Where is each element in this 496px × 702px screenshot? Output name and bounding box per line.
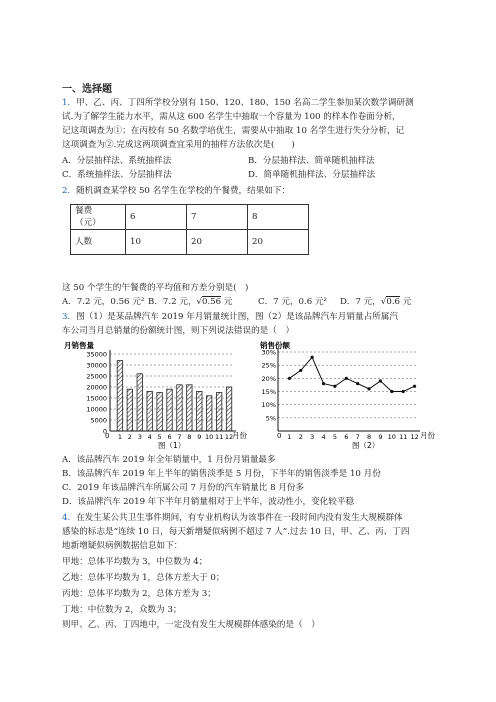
- chart2-point: [299, 369, 302, 372]
- chart2-point: [345, 377, 348, 380]
- chart1-xtick-label: 4: [147, 433, 152, 441]
- chart2-xtick-label: 11: [399, 433, 408, 441]
- chart1-ytick-label: 5000: [90, 416, 107, 425]
- chart1-xtick-label: 6: [167, 433, 172, 441]
- chart2-caption: 图（2）: [352, 441, 380, 450]
- chart2-point: [379, 379, 382, 382]
- q4-jia: 甲地：总体平均数为 3，中位数为 4；: [62, 557, 208, 567]
- q4-yi: 乙地：总体平均数为 1，总体方差大于 0；: [62, 573, 225, 583]
- q1-option-b[interactable]: B．分层抽样法、简单随机抽样法: [248, 156, 375, 166]
- q1-option-d[interactable]: D．简单随机抽样法、分层抽样法: [248, 170, 376, 180]
- q3-text: 图（1）是某品牌汽车 2019 年月销量统计图，图（2）是该品牌汽车月销量占所属汽: [76, 312, 398, 322]
- chart2-point: [356, 382, 359, 385]
- chart2-point: [322, 382, 325, 385]
- chart2-xtick-label: 6: [344, 433, 349, 441]
- q1-line4: 这项调查为②.完成这两项调查宜采用的抽样方法依次是( ): [62, 140, 295, 150]
- chart1-ylabel: 月销售量: [64, 341, 94, 350]
- chart2-point: [333, 385, 336, 388]
- section-title: 一、选择题: [62, 84, 112, 95]
- fee-cell: 8: [248, 205, 309, 230]
- q2-option-d-radicand: 0.6: [386, 297, 401, 307]
- chart2-xtick-label: 12: [410, 433, 419, 441]
- chart1-bar: [167, 389, 172, 431]
- chart1-caption: 图（1）: [158, 441, 186, 450]
- chart1-bar: [127, 389, 132, 431]
- fee-header-line2: （元）: [75, 218, 101, 228]
- chart1-bar: [177, 385, 182, 431]
- chart1-xtick-label: 10: [205, 433, 214, 441]
- q1-line2: 试.为了解学生能力水平，需从这 600 名学生中抽取一个容量为 100 的样本作卷面分析，: [62, 112, 401, 122]
- q3-line2: 车公司当月总销量的份额统计图，则下列说法错误的是（ ）: [62, 326, 295, 336]
- chart2-ytick-label: 5%: [265, 414, 276, 423]
- q4-line2: 感染的标志是“连续 10 日，每天新增疑似病例不超过 7 人”.过去 10 日，甲、乙、丙、丁四: [62, 527, 410, 537]
- chart2-xlabel: 月份: [420, 431, 435, 440]
- count-cell: 20: [248, 230, 309, 255]
- q2-option-a[interactable]: A．7.2 元，0.56 元²: [62, 297, 145, 307]
- q1-line1: [62, 97, 414, 109]
- q3-number: 3．: [62, 312, 77, 322]
- chart2-xtick-label: 9: [378, 433, 383, 441]
- chart2-point: [402, 390, 405, 393]
- chart1-xtick-label: 7: [177, 433, 182, 441]
- q3-line1: [62, 311, 398, 323]
- q2-number: 2．: [62, 186, 77, 196]
- chart2-xtick-label: 7: [355, 433, 360, 441]
- chart2-xtick-label: 8: [366, 433, 372, 441]
- fee-header-line1: 餐费: [75, 206, 93, 216]
- chart2-xtick-label: 2: [298, 433, 303, 441]
- chart2-origin-label: 0: [277, 432, 282, 440]
- q3-option-a[interactable]: A．该品牌汽车 2019 年全年销量中，1 月份月销量最多: [62, 455, 276, 465]
- sqrt-radicand: √0.56: [196, 297, 222, 307]
- q4-question: 则甲、乙、丙、丁四地中，一定没有发生大规模群体感染的是（ ）: [62, 620, 320, 630]
- q3-option-d[interactable]: D．该品牌汽车 2019 年下半年月销量相对于上半年，波动性小，变化较平稳: [62, 497, 355, 507]
- chart1-xlabel: 月份: [232, 431, 247, 440]
- q1-option-c[interactable]: C．系统抽样法、分层抽样法: [62, 170, 172, 180]
- q1-text: 甲、乙、丙、丁四所学校分别有 150、120、180、150 名高二学生参加某次数学调研测: [76, 98, 414, 108]
- count-header-cell: 人数: [71, 230, 126, 255]
- chart1-xtick-label: 11: [214, 433, 224, 441]
- sqrt-radicand: √0.6: [380, 297, 401, 307]
- sales-share-line-chart: [256, 338, 442, 450]
- chart1-xtick-label: 8: [187, 433, 192, 441]
- q1-option-a[interactable]: A．分层抽样法、系统抽样法: [62, 156, 172, 166]
- chart2-point: [390, 390, 393, 393]
- chart1-bar: [206, 396, 211, 431]
- q2-stem: [62, 185, 290, 197]
- chart2-ytick-label: 10%: [261, 401, 276, 410]
- chart2-ylabel: 销售份额: [260, 341, 290, 350]
- chart2-point: [311, 356, 314, 359]
- count-cell: 20: [187, 230, 248, 255]
- chart1-bar: [147, 391, 152, 431]
- chart1-ytick-label: 20000: [86, 383, 107, 392]
- q2-question: 这 50 个学生的午餐费的平均值和方差分别是( ): [62, 283, 249, 293]
- chart1-ytick-label: 0: [102, 427, 107, 436]
- q3-option-c[interactable]: C．2019 年该品牌汽车所属公司 7 月份的汽车销量比 8 月份多: [62, 483, 305, 493]
- chart1-xtick-label: 12: [224, 433, 234, 441]
- q2-option-b[interactable]: [148, 296, 232, 308]
- chart1-ytick-label: 30000: [86, 361, 107, 370]
- chart1-xtick-label: 2: [127, 433, 132, 441]
- chart1-ytick-label: 35000: [86, 350, 107, 359]
- chart1-bar: [187, 385, 192, 431]
- count-row: [71, 230, 309, 255]
- chart1-bar: [216, 393, 221, 432]
- chart2-point: [413, 385, 416, 388]
- q4-text: 在发生某公共卫生事件期间，有专业机构认为该事件在一段时间内没有发生大规模群体: [76, 513, 403, 523]
- chart1-ytick-label: 10000: [86, 405, 107, 414]
- chart2-ytick-label: 30%: [261, 348, 276, 357]
- q2-option-b-radicand: 0.56: [201, 297, 222, 307]
- q4-number: 4．: [62, 513, 77, 523]
- q2-option-d[interactable]: [340, 296, 411, 308]
- q2-option-d-text: D．7 元，: [340, 297, 381, 307]
- count-cell: 10: [126, 230, 187, 255]
- q2-stem-text: 随机调查某学校 50 名学生在学校的午餐费，结果如下：: [76, 186, 291, 196]
- q4-bing: 丙地：总体平均数为 2，总体方差为 3；: [62, 589, 216, 599]
- fee-cell: 7: [187, 205, 248, 230]
- chart1-origin-label: 0: [105, 432, 110, 440]
- chart2-point: [367, 387, 370, 390]
- q1-number: 1．: [62, 98, 77, 108]
- q2-option-b-text: B．7.2 元，: [148, 297, 197, 307]
- q4-line1: [62, 512, 403, 524]
- lunch-fee-table: [70, 204, 309, 255]
- q4-ding: 丁地：中位数为 2，众数为 3；: [62, 605, 182, 615]
- chart2-ytick-label: 25%: [261, 361, 276, 370]
- chart1-bar: [226, 387, 231, 431]
- q4-line3: 地新增疑似病例数据信息如下：: [62, 541, 183, 551]
- q2-option-d-unit: 元: [400, 297, 412, 307]
- chart1-ytick-label: 25000: [86, 372, 107, 381]
- chart1-bar: [197, 391, 202, 431]
- chart1-xtick-label: 5: [157, 433, 162, 441]
- chart2-xtick-label: 1: [287, 433, 292, 441]
- fee-header-cell: [71, 205, 126, 230]
- chart1-xtick-label: 1: [117, 433, 122, 441]
- chart2-xtick-label: 10: [387, 433, 396, 441]
- q1-line3: 记这项调查为①；在丙校有 50 名数学培优生，需要从中抽取 10 名学生进行失分分析，记: [62, 126, 405, 136]
- chart2-ytick-label: 20%: [261, 374, 276, 383]
- q2-option-c[interactable]: C．7 元，0.6 元²: [258, 297, 327, 307]
- monthly-sales-bar-chart: [62, 338, 252, 450]
- fee-row: [71, 205, 309, 230]
- chart1-xtick-label: 9: [197, 433, 202, 441]
- chart1-ytick-label: 15000: [86, 394, 107, 403]
- chart1-xtick-label: 3: [137, 433, 142, 441]
- q3-option-b[interactable]: B．该品牌汽车 2019 年上半年的销售淡季是 5 月份，下半年的销售淡季是 10 月份: [62, 469, 381, 479]
- q2-option-b-unit: 元: [221, 297, 233, 307]
- chart1-bar: [157, 393, 162, 432]
- chart1-bar: [117, 361, 122, 431]
- fee-cell: 6: [126, 205, 187, 230]
- chart2-series-line: [289, 357, 414, 391]
- chart2-xtick-label: 3: [310, 433, 315, 441]
- chart2-ytick-label: 15%: [261, 388, 276, 396]
- chart2-xtick-label: 5: [332, 433, 337, 441]
- chart2-point: [288, 377, 291, 380]
- chart1-bar: [137, 374, 142, 431]
- chart2-xtick-label: 4: [321, 433, 326, 441]
